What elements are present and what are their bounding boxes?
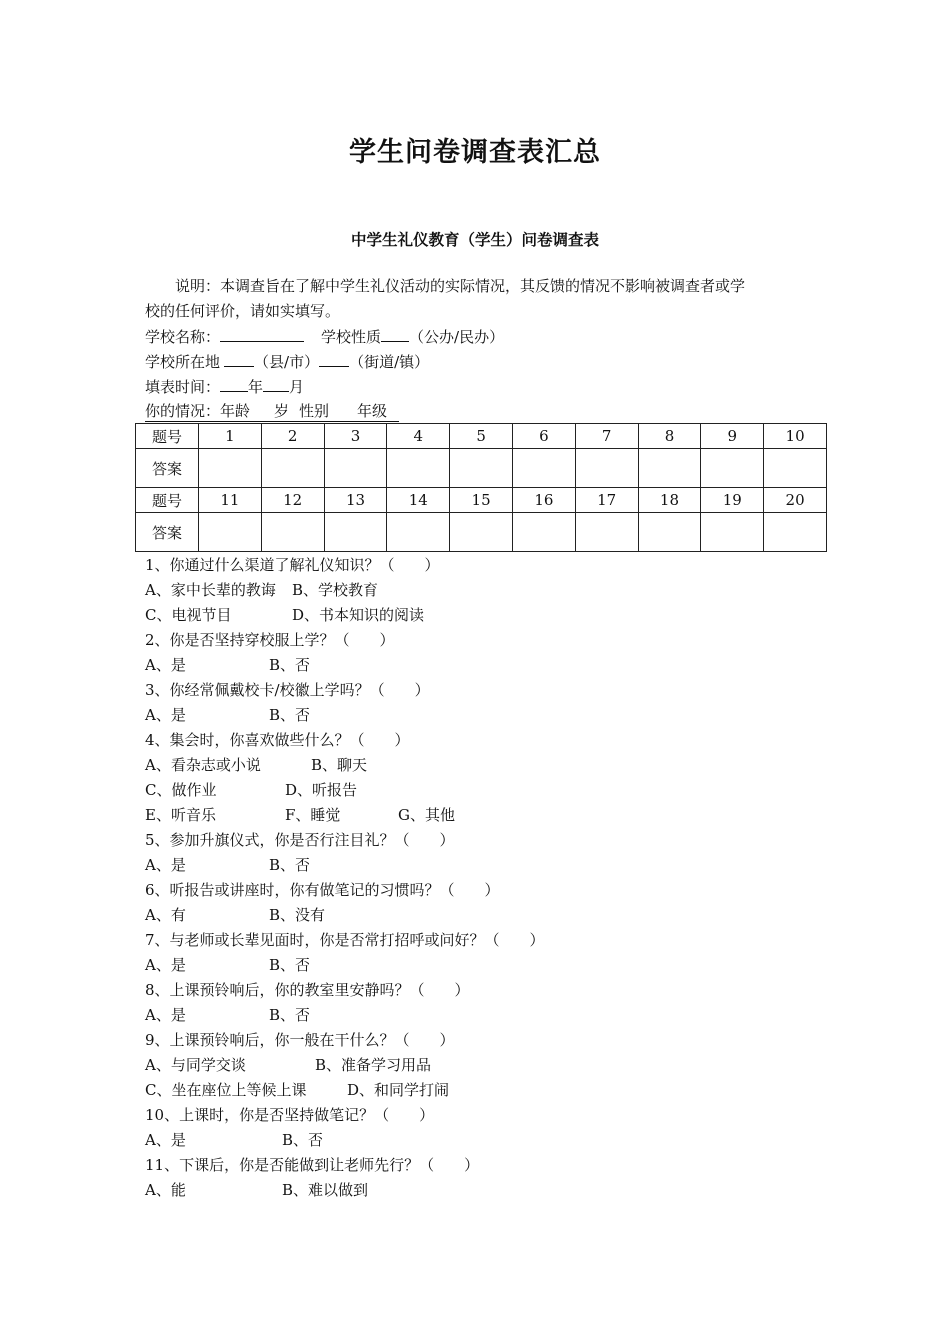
intro-line-1: 说明：本调查旨在了解中学生礼仪活动的实际情况，其反馈的情况不影响被调查者或学	[175, 277, 746, 295]
page-title: 学生问卷调查表汇总	[349, 137, 601, 168]
option-row	[145, 655, 310, 675]
question-text: 4、集会时，你喜欢做些什么？（ ）	[145, 731, 410, 749]
grade-label: 年级	[357, 402, 388, 420]
answer-table	[135, 423, 827, 552]
option-row	[145, 1005, 310, 1025]
answer-header: 答案	[136, 449, 199, 488]
option[interactable]: A、家中长辈的教诲	[145, 581, 276, 599]
school-type-hint: （公办/民办）	[409, 328, 505, 346]
answer-cell[interactable]	[324, 513, 387, 552]
month-blank[interactable]	[263, 376, 289, 392]
answer-row	[136, 513, 827, 552]
question-number-header: 题号	[136, 424, 199, 449]
street-hint: （街道/镇）	[349, 353, 430, 371]
question-number-cell: 8	[638, 424, 701, 449]
option[interactable]: C、电视节目	[145, 606, 232, 624]
option[interactable]: A、是	[145, 656, 186, 674]
question-text: 3、你经常佩戴校卡/校徽上学吗？（ ）	[145, 681, 430, 699]
question-number-cell: 9	[701, 424, 764, 449]
option-row	[145, 580, 378, 600]
question-text: 9、上课预铃响后，你一般在干什么？（ ）	[145, 1031, 455, 1049]
answer-row	[136, 449, 827, 488]
option[interactable]: E、听音乐	[145, 806, 216, 824]
intro-line-2: 校的任何评价，请如实填写。	[145, 302, 341, 320]
question-text: 6、听报告或讲座时，你有做笔记的习惯吗？（ ）	[145, 881, 500, 899]
answer-cell[interactable]	[261, 449, 324, 488]
question-text: 11、下课后，你是否能做到让老师先行？（ ）	[145, 1156, 480, 1174]
option[interactable]: D、书本知识的阅读	[292, 606, 425, 624]
question-number-cell: 5	[450, 424, 513, 449]
answer-cell[interactable]	[199, 449, 262, 488]
option-row	[145, 905, 325, 925]
question-number-cell: 13	[324, 488, 387, 513]
answer-cell[interactable]	[764, 513, 827, 552]
option[interactable]: C、坐在座位上等候上课	[145, 1081, 307, 1099]
option[interactable]: A、能	[145, 1181, 186, 1199]
year-label: 年	[248, 378, 264, 396]
age-unit: 岁	[274, 402, 290, 420]
question-number-cell: 12	[261, 488, 324, 513]
option[interactable]: B、否	[269, 956, 311, 974]
question-number-row	[136, 424, 827, 449]
answer-cell[interactable]	[261, 513, 324, 552]
option-row	[145, 805, 455, 825]
question-text: 1、你通过什么渠道了解礼仪知识？（ ）	[145, 556, 440, 574]
answer-cell[interactable]	[701, 449, 764, 488]
question-number-cell: 3	[324, 424, 387, 449]
option[interactable]: B、难以做到	[282, 1181, 369, 1199]
option[interactable]: A、是	[145, 956, 186, 974]
option[interactable]: B、否	[269, 706, 311, 724]
option-row	[145, 605, 424, 625]
question-number-cell: 17	[575, 488, 638, 513]
option[interactable]: B、学校教育	[292, 581, 379, 599]
school-name-label: 学校名称：	[145, 328, 221, 346]
school-type-blank[interactable]	[381, 326, 409, 342]
option[interactable]: B、否	[269, 856, 311, 874]
question-number-cell: 15	[450, 488, 513, 513]
option[interactable]: B、聊天	[311, 756, 368, 774]
date-label: 填表时间：	[145, 378, 221, 396]
question-number-cell: 16	[512, 488, 575, 513]
question-number-cell: 11	[199, 488, 262, 513]
question-text: 7、与老师或长辈见面时，你是否常打招呼或问好？（ ）	[145, 931, 545, 949]
question-number-row	[136, 488, 827, 513]
answer-cell[interactable]	[450, 449, 513, 488]
gender-label: 性别	[299, 402, 330, 420]
option[interactable]: A、是	[145, 856, 186, 874]
option[interactable]: A、是	[145, 1131, 186, 1149]
answer-cell[interactable]	[575, 449, 638, 488]
option-row	[145, 855, 310, 875]
option-row	[145, 1130, 323, 1150]
option-row	[145, 1055, 431, 1075]
question-text: 10、上课时，你是否坚持做笔记？（ ）	[145, 1106, 435, 1124]
question-text: 2、你是否坚持穿校服上学？（ ）	[145, 631, 395, 649]
option[interactable]: C、做作业	[145, 781, 217, 799]
option[interactable]: A、看杂志或小说	[145, 756, 261, 774]
street-blank[interactable]	[319, 351, 349, 367]
option[interactable]: F、睡觉	[285, 806, 341, 824]
question-number-cell: 19	[701, 488, 764, 513]
answer-cell[interactable]	[575, 513, 638, 552]
question-number-cell: 10	[764, 424, 827, 449]
option-row	[145, 1080, 449, 1100]
option-row	[145, 755, 367, 775]
question-number-cell: 7	[575, 424, 638, 449]
question-number-cell: 4	[387, 424, 450, 449]
school-name-blank[interactable]	[220, 326, 304, 342]
answer-cell[interactable]	[701, 513, 764, 552]
option[interactable]: B、没有	[269, 906, 326, 924]
answer-cell[interactable]	[450, 513, 513, 552]
answer-cell[interactable]	[638, 513, 701, 552]
county-hint: （县/市）	[254, 353, 320, 371]
answer-cell[interactable]	[387, 449, 450, 488]
answer-cell[interactable]	[638, 449, 701, 488]
date-line	[145, 376, 304, 397]
option-row	[145, 955, 310, 975]
answer-header: 答案	[136, 513, 199, 552]
answer-cell[interactable]	[764, 449, 827, 488]
option-row	[145, 1180, 368, 1200]
option[interactable]: B、准备学习用品	[315, 1056, 432, 1074]
answer-cell[interactable]	[387, 513, 450, 552]
option[interactable]: G、其他	[398, 806, 455, 824]
question-number-cell: 14	[387, 488, 450, 513]
option[interactable]: B、否	[269, 656, 311, 674]
county-blank[interactable]	[224, 351, 254, 367]
option[interactable]: A、有	[145, 906, 186, 924]
location-line	[145, 351, 429, 372]
answer-cell[interactable]	[512, 513, 575, 552]
school-type-label: 学校性质	[321, 328, 382, 346]
month-label: 月	[289, 378, 305, 396]
answer-cell[interactable]	[324, 449, 387, 488]
option[interactable]: D、和同学打闹	[347, 1081, 450, 1099]
question-number-cell: 18	[638, 488, 701, 513]
question-number-cell: 2	[261, 424, 324, 449]
option[interactable]: A、是	[145, 1006, 186, 1024]
question-number-cell: 6	[512, 424, 575, 449]
option[interactable]: A、是	[145, 706, 186, 724]
answer-cell[interactable]	[512, 449, 575, 488]
questionnaire-title: 中学生礼仪教育（学生）问卷调查表	[350, 230, 599, 249]
age-label: 你的情况：年龄	[145, 402, 251, 420]
question-text: 8、上课预铃响后，你的教室里安静吗？（ ）	[145, 981, 470, 999]
question-text: 5、参加升旗仪式，你是否行注目礼？（ ）	[145, 831, 455, 849]
year-blank[interactable]	[220, 376, 248, 392]
option[interactable]: B、否	[269, 1006, 311, 1024]
option[interactable]: B、否	[282, 1131, 324, 1149]
question-number-header: 题号	[136, 488, 199, 513]
option-row	[145, 705, 310, 725]
option-row	[145, 780, 357, 800]
option[interactable]: D、听报告	[285, 781, 358, 799]
question-number-cell: 20	[764, 488, 827, 513]
answer-cell[interactable]	[199, 513, 262, 552]
school-info-line	[145, 326, 504, 347]
question-number-cell: 1	[199, 424, 262, 449]
location-label: 学校所在地	[145, 353, 221, 371]
option[interactable]: A、与同学交谈	[145, 1056, 246, 1074]
situation-line	[145, 401, 399, 422]
